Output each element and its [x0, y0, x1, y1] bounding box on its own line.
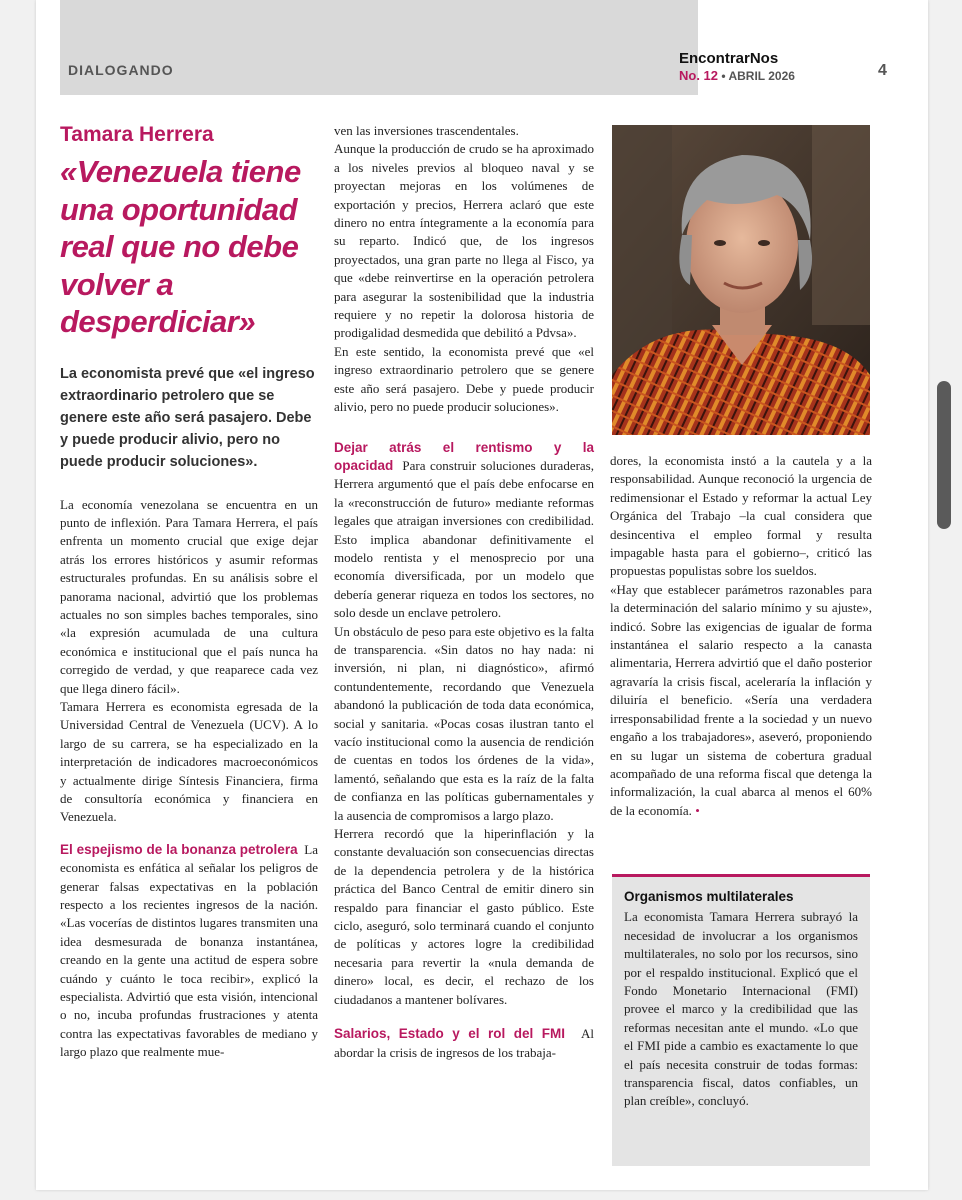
subheading: Salarios, Estado y el rol del FMI: [334, 1026, 566, 1042]
paragraph: Tamara Herrera es economista egresada de la Universidad Central de Venezuela (UCV). A lo largo de su carrera, se ha especializado en la interpretación de indicadores macroeconómicos y actualmente dirige Síntesis Financiera, firma de consultoría económica y financiera en Venezuela.: [60, 698, 318, 825]
portrait-image: [612, 125, 870, 435]
subheading: Dejar atrás el rentismo y la opacidad: [334, 439, 594, 473]
paragraph: Herrera recordó que la hiperinflación y la constante devaluación son consecuencias directas de la dependencia petrolera y de la histórica práctica del Banco Central de emitir dinero sin respaldo para financiar el gasto público. Este ciclo, aseguró, solo terminará cuando el conjunto de políticas y actores logre la credibilidad necesaria para revertir la «nula demanda de dinero» local, es decir, el rechazo de los ciudadanos a mantener bolívares.: [334, 826, 594, 1007]
paragraph: Para construir soluciones duraderas, Herrera argumentó que el país debe enfocarse en la «reconstrucción de futuro» mediante reformas legales que atraigan inversiones con credibilidad. Esto implica abandonar definitivamente el modelo rentista y el menosprecio por una economía diversificada, por un modelo que debería generar riqueza en todos los sectores, no solo desde un enclave petrolero.: [334, 457, 594, 621]
section-label: DIALOGANDO: [68, 62, 174, 78]
paragraph: La economista es enfática al señalar los peligros de generar falsas expectativas en la población respecto a los recientes ingresos de la nación. «Las vocerías de distintos lugares transmiten una idea desmesurada de bonanza instantánea, creando en la gente una actitud de espera sobre cuándo y cuánto le toca recibir», explicó la especialista. Advirtió que esta visión, intencional o no, incuba profundas frustraciones y atenta contra las expectativas favorables de mediano y largo plazo que realmente mue-: [60, 841, 318, 1060]
paragraph: Aunque la producción de crudo se ha aproximado a los niveles previos al bloqueo naval y se proyectan mejoras en los volúmenes de exportación y precios, Herrera aclaró que este dinero no entra íntegramente a la economía para su reparto. Indicó que, de los ingresos proyectados, una gran parte no llega al Fisco, ya que «debe reinvertirse en la operación petrolera para asegurar la sostenibilidad que la industria requiere y no repetir la dolorosa historia de prodigalidad desmedida que debilitó a Pdvsa».: [334, 141, 594, 341]
portrait-photo: [612, 125, 870, 435]
issue-date: • ABRIL 2026: [718, 69, 795, 83]
paragraph: La economía venezolana se encuentra en un punto de inflexión. Para Tamara Herrera, el país enfrenta un momento crucial que exige dejar atrás los errores históricos y asumir reformas estructurales profundas. En su análisis sobre el panorama nacional, advirtió que los problemas actuales no son simples baches temporales, sino «la expresión acumulada de una cultura económica e institucional que el país nunca ha corregido de verdad, y que reaparece cada vez que llega dinero fácil».: [60, 496, 318, 696]
header-band: [60, 0, 698, 95]
paragraph: Al abordar la crisis de ingresos de los trabaja-: [334, 1026, 594, 1060]
paragraph: dores, la economista instó a la cautela y a la responsabilidad. Aunque reconoció la urgencia de redimensionar el Estado y reformar la actual Ley Orgánica del Trabajo –la cual considera que desincentiva el empleo formal y resulta impagable hasta para el gobierno–, criticó las propuestas populistas sobre los sueldos.: [610, 453, 872, 579]
page-number: 4: [878, 62, 887, 79]
lead-paragraph: La economista prevé que «el ingreso extraordinario petrolero que se genere este año será pasajero. Debe y puede producir alivio, pero no puede producir soluciones».: [60, 365, 315, 470]
end-mark: •: [695, 802, 700, 818]
column-1: [60, 123, 318, 1062]
issue-info: [679, 68, 795, 83]
sidebar-box-text: La economista Tamara Herrera subrayó la necesidad de involucrar a los organismos multilaterales, no solo por los recursos, sino por el respaldo institucional. Explicó que el Fondo Monetario Internacional (FMI) provee el marco y la credibilidad que las reformas necesitan ante el mundo. «Lo que el FMI pide a cambio es exactamente lo que el país necesita construir de todas formas: transparencia fiscal, datos confiables, un plan creíble», concluyó.: [624, 909, 858, 1109]
column-2: [334, 122, 594, 1062]
paragraph: Un obstáculo de peso para este objetivo es la falta de transparencia. «Sin datos no hay nada: ni inversión, ni plan, ni diagnóstico», afirmó contundentemente, recordando que Venezuela abandonó la publicación de toda data económica, social y sanitaria. «Pocas cosas ilustran tanto el vacío institucional como la ausencia de rendición de cuentas en todos los órdenes de la vida», lamentó, señalando que esta es la raíz de la falta de confianza en las políticas gubernamentales y la ausencia de compromisos a largo plazo.: [334, 623, 594, 823]
issue-number: No. 12: [679, 68, 719, 83]
scrollbar-thumb[interactable]: [937, 381, 951, 529]
subsection-1: [60, 841, 318, 1062]
sidebar-box-title: Organismos multilaterales: [624, 889, 794, 904]
headline: «Venezuela tiene una oportunidad real que no debe volver a desperdiciar»: [60, 154, 301, 339]
subsection-3: [334, 1025, 594, 1062]
sidebar-box: [612, 874, 870, 1166]
paragraph: «Hay que establecer parámetros razonables para la determinación del salario mínimo y su ajuste», indicó. Sobre las exigencias de igualar de forma instantánea el salario respecto a la canasta alimentaria, Herrera advirtió que el daño posterior agravaría la crisis fiscal, aceleraría la inflación y diluiría el beneficio. «Sería una verdadera irresponsabilidad frente a la sociedad y un nuevo engaño a los trabajadores», aseveró, proponiendo en su lugar un sistema de cobertura gradual acompañado de una reforma fiscal que detenga la informalización, la cual abarca al menos el 60% de la economía. •: [610, 581, 872, 818]
brand-name: EncontrarNos: [679, 50, 779, 67]
paragraph: ven las inversiones trascendentales.: [334, 123, 519, 138]
paragraph: En este sentido, la economista prevé que «el ingreso extraordinario petrolero que se genere este año será pasajero. Debe y puede producir alivio, pero no puede producir soluciones».: [334, 343, 594, 415]
magazine-page: [36, 0, 928, 1190]
subsection-2: [334, 439, 594, 623]
author-name: Tamara Herrera: [60, 123, 214, 146]
subheading: El espejismo de la bonanza petrolera: [60, 841, 298, 857]
column-3: [610, 452, 872, 820]
